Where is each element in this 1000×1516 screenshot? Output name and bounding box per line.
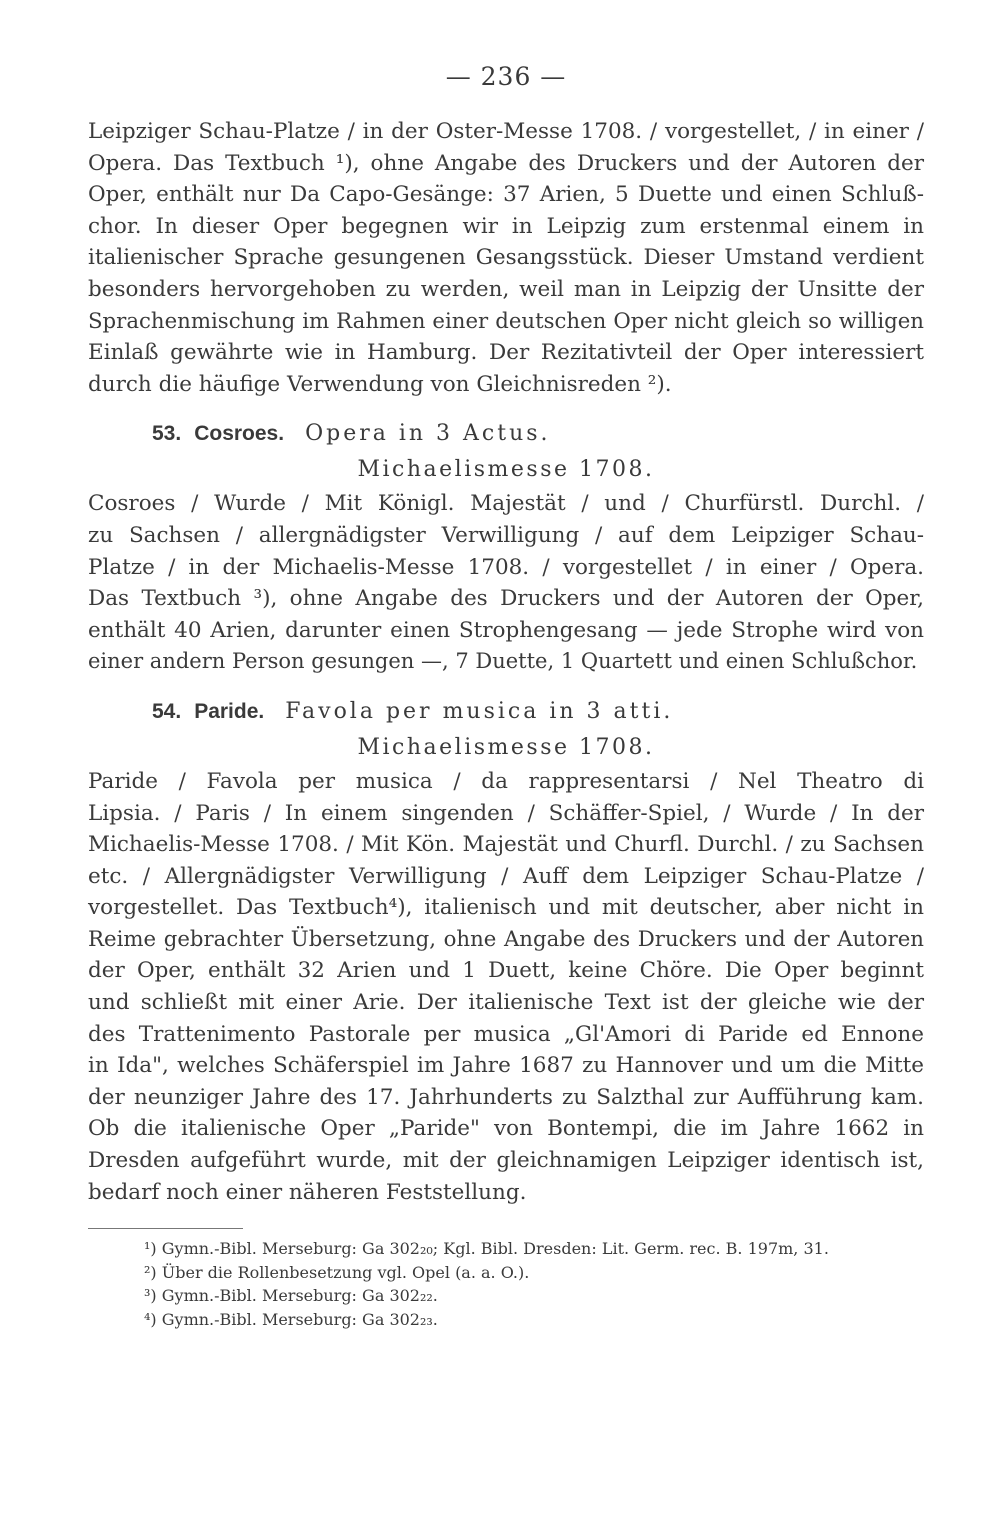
text-line: der Oper, enthält 32 Arien und 1 Duett, keine Chöre. Die Oper beginnt <box>88 958 924 984</box>
text-line: Cosroes / Wurde / Mit Königl. Majestät / und / Churfürstl. Durchl. / <box>88 491 924 517</box>
text-line: zu Sachsen / allergnädigster Verwilligung / auf dem Leipziger Schau- <box>88 522 924 548</box>
text-line: bedarf noch einer näheren Feststellung. <box>88 1179 527 1205</box>
footnote: ²) Über die Rollenbesetzung vgl. Opel (a. a. O.). <box>144 1262 530 1282</box>
text-line: Paride / Favola per musica / da rappresentarsi / Nel Theatro di <box>88 768 924 794</box>
text-line: des Trattenimento Pastorale per musica „Gl'Amori di Paride ed Ennone <box>88 1021 924 1047</box>
text-line: Dresden aufgeführt wurde, mit der gleichnamigen Leipziger identisch ist, <box>88 1148 924 1174</box>
text-line: Oper, enthält nur Da Capo-Gesänge: 37 Arien, 5 Duette und einen Schluß- <box>88 182 924 208</box>
text-line: Das Textbuch ³), ohne Angabe des Druckers und der Autoren der Oper, <box>88 586 924 612</box>
footnote: ¹) Gymn.-Bibl. Merseburg: Ga 302₂₀; Kgl. Bibl. Dresden: Lit. Germ. rec. B. 197m, 31. <box>144 1239 829 1259</box>
text-line: Einlaß gewährte wie in Hamburg. Der Rezitativteil der Oper interessiert <box>88 340 924 366</box>
text-line: Michaelis-Messe 1708. / Mit Kön. Majestät und Churfl. Durchl. / zu Sachsen <box>88 832 924 858</box>
section-heading-54 <box>152 696 924 728</box>
text-line: besonders hervorgehoben zu werden, weil man in Leipzig der Unsitte der <box>88 276 924 302</box>
text-line: etc. / Allergnädigster Verwilligung / Auff dem Leipziger Schau-Platze / <box>88 863 924 889</box>
text-line: einer andern Person gesungen —, 7 Duette, 1 Quartett und einen Schlußchor. <box>88 649 918 674</box>
footnote: ⁴) Gymn.-Bibl. Merseburg: Ga 302₂₃. <box>144 1309 438 1329</box>
section-body-54 <box>88 766 924 1208</box>
text-line: Ob die italienische Oper „Paride" von Bontempi, die im Jahre 1662 in <box>88 1116 924 1142</box>
footnote: ³) Gymn.-Bibl. Merseburg: Ga 302₂₂. <box>144 1286 438 1306</box>
text-line: der neunziger Jahre des 17. Jahrhunderts zu Salzthal zur Aufführung kam. <box>88 1084 924 1110</box>
text-line: chor. In dieser Oper begegnen wir in Leipzig zum erstenmal einem in <box>88 213 924 239</box>
section-number: 53. <box>152 422 182 446</box>
section-title: Cosroes. <box>194 422 285 446</box>
footnotes <box>144 1237 924 1331</box>
text-line: Leipziger Schau-Platze / in der Oster-Messe 1708. / vorgestellet, / in einer / <box>88 119 924 144</box>
section-date-54: Michaelismesse 1708. <box>357 734 655 760</box>
text-line: in Ida", welches Schäferspiel im Jahre 1687 zu Hannover und um die Mitte <box>88 1053 924 1079</box>
text-line: Reime gebrachter Übersetzung, ohne Angabe des Druckers und der Autoren <box>88 926 924 952</box>
document-page <box>88 60 924 1331</box>
footnote-separator <box>88 1228 243 1229</box>
text-line: Sprachenmischung im Rahmen einer deutschen Oper nicht gleich so willigen <box>88 308 924 334</box>
intro-paragraph <box>88 116 924 400</box>
text-line: Opera. Das Textbuch ¹), ohne Angabe des Druckers und der Autoren der <box>88 150 924 176</box>
section-subtitle: Opera in 3 Actus. <box>305 421 551 447</box>
text-line: Lipsia. / Paris / In einem singenden / Schäffer-Spiel, / Wurde / In der <box>88 800 924 826</box>
section-title: Paride. <box>194 699 265 723</box>
text-line: durch die häufige Verwendung von Gleichnisreden ²). <box>88 371 672 397</box>
section-heading-53 <box>152 418 924 450</box>
section-body-53 <box>88 488 924 678</box>
text-line: Platze / in der Michaelis-Messe 1708. / vorgestellet / in einer / Opera. <box>88 554 924 580</box>
text-line: italienischer Sprache gesungenen Gesangsstück. Dieser Umstand verdient <box>88 245 924 271</box>
text-line: vorgestellet. Das Textbuch⁴), italienisch und mit deutscher, aber nicht in <box>88 895 924 921</box>
text-line: und schließt mit einer Arie. Der italienische Text ist der gleiche wie der <box>88 990 924 1016</box>
page-number: — 236 — <box>445 62 567 91</box>
section-date-53: Michaelismesse 1708. <box>357 457 655 483</box>
text-line: enthält 40 Arien, darunter einen Strophengesang — jede Strophe wird von <box>88 617 924 643</box>
section-subtitle: Favola per musica in 3 atti. <box>285 698 674 724</box>
section-number: 54. <box>152 699 182 723</box>
